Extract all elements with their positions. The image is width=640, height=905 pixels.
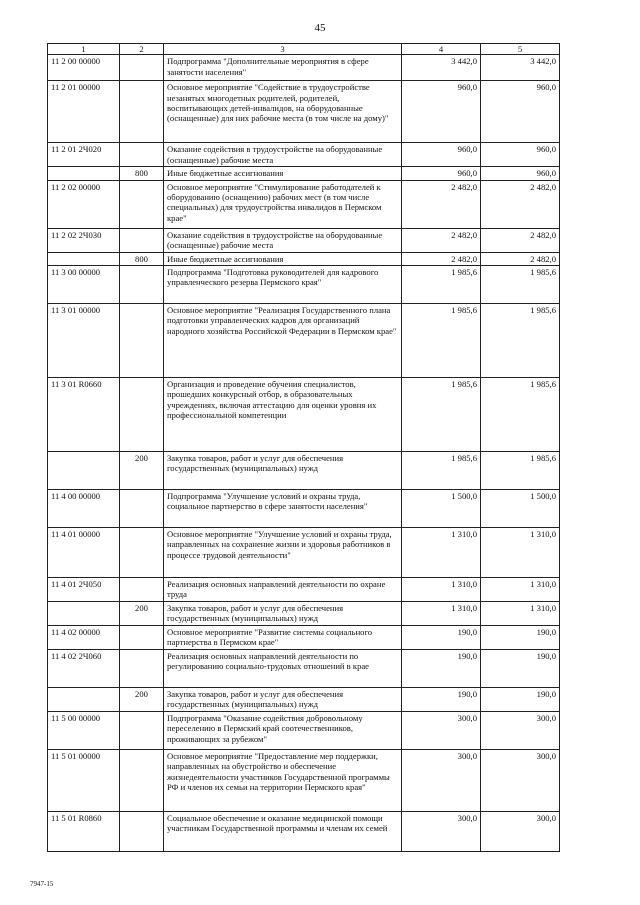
amount-cell: 3 442,0 xyxy=(402,55,481,81)
amount-cell: 2 482,0 xyxy=(402,252,481,265)
item-name-cell: Закупка товаров, работ и услуг для обеспечения государственных (муниципальных) нужд xyxy=(164,687,402,711)
expense-type-cell xyxy=(120,489,164,527)
column-header: 3 xyxy=(164,44,402,55)
amount-cell: 2 482,0 xyxy=(402,180,481,228)
amount-cell: 960,0 xyxy=(481,81,560,143)
table-row xyxy=(48,303,560,377)
amount-cell: 1 310,0 xyxy=(481,601,560,625)
expense-type-cell xyxy=(120,228,164,252)
table-row xyxy=(48,55,560,81)
item-name-cell: Организация и проведение обучения специалистов, прошедших конкурсный отбор, в образовательных учреждениях, включая аттестацию для оценки уровня их профессиональной компетенции xyxy=(164,377,402,451)
table-row xyxy=(48,687,560,711)
amount-cell: 960,0 xyxy=(402,143,481,167)
table-row xyxy=(48,489,560,527)
item-name-cell: Социальное обеспечение и оказание медицинской помощи участникам Государственной программы и членам их семей xyxy=(164,811,402,851)
amount-cell: 1 985,6 xyxy=(402,303,481,377)
budget-code-cell xyxy=(48,687,120,711)
amount-cell: 3 442,0 xyxy=(481,55,560,81)
item-name-cell: Оказание содействия в трудоустройстве на оборудованные (оснащенные) рабочие места xyxy=(164,228,402,252)
budget-code-cell: 11 3 00 00000 xyxy=(48,265,120,303)
column-header: 2 xyxy=(120,44,164,55)
expense-type-cell xyxy=(120,377,164,451)
item-name-cell: Закупка товаров, работ и услуг для обеспечения государственных (муниципальных) нужд xyxy=(164,601,402,625)
table-row xyxy=(48,143,560,167)
amount-cell: 300,0 xyxy=(481,711,560,749)
expense-type-cell xyxy=(120,143,164,167)
document-footer-code: 7947-15 xyxy=(30,880,54,888)
budget-code-cell: 11 4 00 00000 xyxy=(48,489,120,527)
amount-cell: 960,0 xyxy=(481,167,560,180)
expense-type-cell xyxy=(120,81,164,143)
item-name-cell: Оказание содействия в трудоустройстве на оборудованные (оснащенные) рабочие места xyxy=(164,143,402,167)
amount-cell: 1 985,6 xyxy=(402,451,481,489)
expense-type-cell xyxy=(120,625,164,649)
budget-code-cell: 11 4 01 2Ч050 xyxy=(48,577,120,601)
item-name-cell: Основное мероприятие "Содействие в трудоустройстве незанятых многодетных родителей, родителей, воспитывающих детей-инвалидов, на оборудованные (оснащенные) для них рабочие места (в том числе на дому)" xyxy=(164,81,402,143)
table-row xyxy=(48,577,560,601)
amount-cell: 300,0 xyxy=(481,811,560,851)
item-name-cell: Подпрограмма "Улучшение условий и охраны труда, социальное партнерство в сфере занятости населения" xyxy=(164,489,402,527)
table-row xyxy=(48,811,560,851)
table-row xyxy=(48,265,560,303)
amount-cell: 2 482,0 xyxy=(402,228,481,252)
table-row xyxy=(48,81,560,143)
budget-code-cell: 11 4 01 00000 xyxy=(48,527,120,577)
amount-cell: 1 310,0 xyxy=(402,527,481,577)
expense-type-cell: 200 xyxy=(120,451,164,489)
table-row xyxy=(48,451,560,489)
table-row xyxy=(48,625,560,649)
budget-code-cell: 11 2 01 00000 xyxy=(48,81,120,143)
item-name-cell: Реализация основных направлений деятельности по регулированию социально-трудовых отношений в крае xyxy=(164,649,402,687)
amount-cell: 2 482,0 xyxy=(481,228,560,252)
table-row xyxy=(48,601,560,625)
table-row xyxy=(48,377,560,451)
amount-cell: 1 985,6 xyxy=(402,377,481,451)
budget-code-cell: 11 5 01 R0860 xyxy=(48,811,120,851)
budget-code-cell: 11 4 02 2Ч060 xyxy=(48,649,120,687)
budget-table xyxy=(47,43,560,852)
budget-code-cell xyxy=(48,601,120,625)
budget-code-cell: 11 2 00 00000 xyxy=(48,55,120,81)
item-name-cell: Иные бюджетные ассигнования xyxy=(164,167,402,180)
budget-code-cell: 11 3 01 R0660 xyxy=(48,377,120,451)
amount-cell: 960,0 xyxy=(402,81,481,143)
amount-cell: 300,0 xyxy=(481,749,560,811)
table-row xyxy=(48,649,560,687)
amount-cell: 190,0 xyxy=(402,625,481,649)
amount-cell: 2 482,0 xyxy=(481,252,560,265)
amount-cell: 1 985,6 xyxy=(481,265,560,303)
amount-cell: 190,0 xyxy=(402,649,481,687)
budget-code-cell xyxy=(48,252,120,265)
item-name-cell: Иные бюджетные ассигнования xyxy=(164,252,402,265)
budget-code-cell: 11 2 02 2Ч030 xyxy=(48,228,120,252)
expense-type-cell xyxy=(120,811,164,851)
item-name-cell: Основное мероприятие "Улучшение условий и охраны труда, направленных на сохранение жизни и здоровья работников в процессе трудовой деятельности" xyxy=(164,527,402,577)
column-header: 4 xyxy=(402,44,481,55)
amount-cell: 1 985,6 xyxy=(481,377,560,451)
expense-type-cell: 200 xyxy=(120,687,164,711)
amount-cell: 1 500,0 xyxy=(481,489,560,527)
expense-type-cell: 200 xyxy=(120,601,164,625)
amount-cell: 190,0 xyxy=(481,649,560,687)
expense-type-cell xyxy=(120,649,164,687)
column-header: 1 xyxy=(48,44,120,55)
amount-cell: 300,0 xyxy=(402,811,481,851)
amount-cell: 1 985,6 xyxy=(481,451,560,489)
amount-cell: 1 985,6 xyxy=(402,265,481,303)
expense-type-cell: 800 xyxy=(120,252,164,265)
amount-cell: 1 310,0 xyxy=(402,577,481,601)
expense-type-cell xyxy=(120,711,164,749)
amount-cell: 190,0 xyxy=(481,625,560,649)
budget-code-cell: 11 5 00 00000 xyxy=(48,711,120,749)
budget-code-cell: 11 4 02 00000 xyxy=(48,625,120,649)
table-row xyxy=(48,711,560,749)
budget-code-cell xyxy=(48,167,120,180)
item-name-cell: Подпрограмма "Дополнительные мероприятия в сфере занятости населения" xyxy=(164,55,402,81)
column-header: 5 xyxy=(481,44,560,55)
expense-type-cell xyxy=(120,527,164,577)
table-header-row xyxy=(48,44,560,55)
budget-code-cell: 11 3 01 00000 xyxy=(48,303,120,377)
amount-cell: 960,0 xyxy=(402,167,481,180)
budget-code-cell: 11 2 02 00000 xyxy=(48,180,120,228)
table-row xyxy=(48,749,560,811)
expense-type-cell xyxy=(120,749,164,811)
item-name-cell: Подпрограмма "Оказание содействия добровольному переселению в Пермский край соотечественников, проживающих за рубежом" xyxy=(164,711,402,749)
table-row xyxy=(48,180,560,228)
table-row xyxy=(48,167,560,180)
table-row xyxy=(48,527,560,577)
budget-code-cell xyxy=(48,451,120,489)
expense-type-cell xyxy=(120,55,164,81)
expense-type-cell xyxy=(120,180,164,228)
item-name-cell: Основное мероприятие "Предоставление мер поддержки, направленных на обустройство и обеспечение жизнедеятельности участников Государственной программы РФ и членов их семьи на территории Пермского края" xyxy=(164,749,402,811)
amount-cell: 1 985,6 xyxy=(481,303,560,377)
table-row xyxy=(48,228,560,252)
budget-code-cell: 11 2 01 2Ч020 xyxy=(48,143,120,167)
expense-type-cell xyxy=(120,303,164,377)
item-name-cell: Реализация основных направлений деятельности по охране труда xyxy=(164,577,402,601)
item-name-cell: Подпрограмма "Подготовка руководителей для кадрового управленческого резерва Пермского края" xyxy=(164,265,402,303)
amount-cell: 2 482,0 xyxy=(481,180,560,228)
expense-type-cell xyxy=(120,577,164,601)
page-number: 45 xyxy=(314,22,326,34)
expense-type-cell: 800 xyxy=(120,167,164,180)
amount-cell: 1 310,0 xyxy=(481,577,560,601)
amount-cell: 1 310,0 xyxy=(481,527,560,577)
expense-type-cell xyxy=(120,265,164,303)
amount-cell: 300,0 xyxy=(402,749,481,811)
item-name-cell: Основное мероприятие "Стимулирование работодателей к оборудованию (оснащению) рабочих мест (в том числе специальных) для трудоустройства инвалидов в Пермском крае" xyxy=(164,180,402,228)
amount-cell: 1 500,0 xyxy=(402,489,481,527)
item-name-cell: Основное мероприятие "Реализация Государственного плана подготовки управленческих кадров для организаций народного хозяйства Российской Федерации в Пермском крае" xyxy=(164,303,402,377)
item-name-cell: Закупка товаров, работ и услуг для обеспечения государственных (муниципальных) нужд xyxy=(164,451,402,489)
budget-code-cell: 11 5 01 00000 xyxy=(48,749,120,811)
amount-cell: 190,0 xyxy=(402,687,481,711)
table-row xyxy=(48,252,560,265)
amount-cell: 1 310,0 xyxy=(402,601,481,625)
amount-cell: 300,0 xyxy=(402,711,481,749)
amount-cell: 190,0 xyxy=(481,687,560,711)
amount-cell: 960,0 xyxy=(481,143,560,167)
item-name-cell: Основное мероприятие "Развитие системы социального партнерства в Пермском крае" xyxy=(164,625,402,649)
